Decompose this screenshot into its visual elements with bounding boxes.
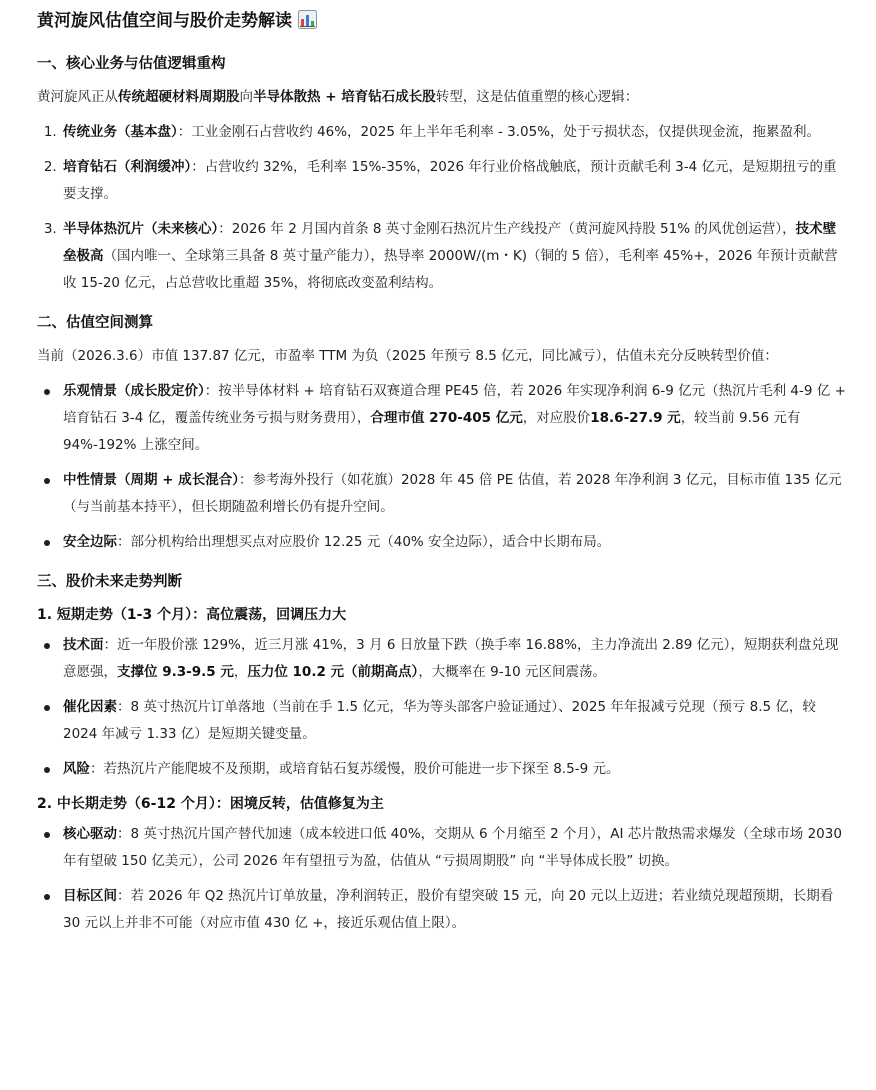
- item-bold: 合理市值 270-405 亿元: [370, 410, 523, 426]
- list-item-optimistic-scenario: [61, 378, 846, 459]
- list-item-target-range: [61, 883, 846, 937]
- item-label: 技术面: [63, 637, 104, 653]
- item-text: ：若热沉片产能爬坡不及预期，或培育钻石复苏缓慢，股价可能进一步下探至 8.5-9 元。: [90, 761, 620, 777]
- intro-bold: 半导体散热 + 培育钻石成长股: [253, 89, 436, 105]
- subheading-short-term: 1. 短期走势（1-3 个月）：高位震荡，回调压力大: [37, 607, 347, 623]
- business-list: [37, 119, 846, 297]
- intro-text: 向: [239, 89, 253, 105]
- item-label: 传统业务（基本盘）: [63, 124, 178, 140]
- item-text: ：8 英寸热沉片订单落地（当前在手 1.5 亿元，华为等头部客户验证通过）、2025 年年报减亏兑现（预亏 8.5 亿，较 2024 年减亏 1.33 亿）是短期关键变量。: [63, 699, 816, 742]
- item-text: ：8 英寸热沉片国产替代加速（成本较进口低 40%，交期从 6 个月缩至 2 个月），AI 芯片散热需求爆发（全球市场 2030 年有望破 150 亿美元），公司 2026 年有望扭亏为盈，估值从 “亏损周期股” 向 “半导体成长股” 切换。: [63, 826, 842, 869]
- item-text: ：近一年股价涨 129%，近三月涨 41%，3 月 6 日放量下跌（换手率 16.88%，主力净流出 2.89 亿元），短期获利盘兑现意愿强，: [63, 637, 839, 680]
- item-text: ，对应股价: [522, 410, 591, 426]
- item-text: ：参考海外投行（如花旗）2028 年 45 倍 PE 估值，若 2028 年净利润 3 亿元，目标市值 135 亿元（与当前基本持平），但长期随盈利增长仍有提升空间。: [63, 472, 842, 515]
- item-bold: 技术壁垒极高: [63, 221, 837, 264]
- section-heading-price-trend: 三、股价未来走势判断: [37, 574, 182, 590]
- list-item-traditional-business: [61, 119, 846, 146]
- item-label: 催化因素: [63, 699, 117, 715]
- item-label: 培育钻石（利润缓冲）: [63, 159, 192, 175]
- section-intro-core-business: [37, 84, 846, 111]
- list-item-neutral-scenario: [61, 467, 846, 521]
- item-label: 风险: [63, 761, 90, 777]
- intro-text: 转型，这是估值重塑的核心逻辑：: [435, 89, 639, 105]
- item-label: 乐观情景（成长股定价）: [63, 383, 205, 399]
- item-label: 目标区间: [63, 888, 117, 904]
- item-text: ：若 2026 年 Q2 热沉片订单放量，净利润转正，股价有望突破 15 元，向 20 元以上迈进；若业绩兑现超预期，长期看 30 元以上并非不可能（对应市值 430 亿 +，接近乐观估值上限）。: [63, 888, 834, 931]
- list-item-catalysts: [61, 694, 846, 748]
- item-text: ，较当前 9.56 元有 94%-192% 上涨空间。: [63, 410, 801, 453]
- item-text: （国内唯一、全球第三具备 8 英寸量产能力），热导率 2000W/(m・K)（铜的 5 倍），毛利率 45%+，2026 年预计贡献营收 15-20 亿元，占总营收比重超 35%，将彻底改变盈利结构。: [63, 248, 838, 291]
- section-intro-valuation: 当前（2026.3.6）市值 137.87 亿元，市盈率 TTM 为负（2025 年预亏 8.5 亿元，同比减亏），估值未充分反映转型价值：: [37, 348, 778, 364]
- list-item-technicals: [61, 632, 846, 686]
- short-term-list: [37, 632, 846, 783]
- list-item-safety-margin: [61, 529, 846, 556]
- item-text: ：占营收约 32%，毛利率 15%-35%，2026 年行业价格战触底，预计贡献毛利 3-4 亿元，是短期扭亏的重要支撑。: [63, 159, 837, 202]
- list-item-lab-diamond: [61, 154, 846, 208]
- item-text: ，大概率在 9-10 元区间震荡。: [418, 664, 607, 680]
- item-label: 核心驱动: [63, 826, 117, 842]
- page-title-text: 黄河旋风估值空间与股价走势解读: [37, 11, 292, 31]
- item-label: 安全边际: [63, 534, 117, 550]
- intro-bold: 传统超硬材料周期股: [118, 89, 240, 105]
- list-item-core-drivers: [61, 821, 846, 875]
- list-item-semiconductor-heatsink: [61, 216, 846, 297]
- page-title: [37, 0, 846, 38]
- item-text: ，: [233, 664, 248, 680]
- bar-chart-emoji-icon: [298, 10, 317, 38]
- long-term-list: [37, 821, 846, 937]
- item-label: 中性情景（周期 + 成长混合）: [63, 472, 239, 488]
- list-item-risks: [61, 756, 846, 783]
- item-text: ：按半导体材料 + 培育钻石双赛道合理 PE45 倍，若 2026 年实现净利润 6-9 亿元（热沉片毛利 4-9 亿 + 培育钻石 3-4 亿，覆盖传统业务亏损与财务费用），: [63, 383, 846, 426]
- intro-text: 黄河旋风正从: [37, 89, 118, 105]
- item-bold: 18.6-27.9 元: [590, 410, 681, 426]
- item-bold: 支撑位 9.3-9.5 元: [117, 664, 234, 680]
- section-heading-valuation: 二、估值空间测算: [37, 315, 153, 331]
- valuation-list: [37, 378, 846, 556]
- item-bold: 压力位 10.2 元（前期高点）: [247, 664, 419, 680]
- item-text: ：部分机构给出理想买点对应股价 12.25 元（40% 安全边际），适合中长期布局。: [117, 534, 611, 550]
- item-text: ：工业金刚石占营收约 46%，2025 年上半年毛利率 - 3.05%，处于亏损状态，仅提供现金流，拖累盈利。: [177, 124, 821, 140]
- subheading-long-term: 2. 中长期走势（6-12 个月）：困境反转，估值修复为主: [37, 796, 384, 812]
- item-label: 半导体热沉片（未来核心）: [63, 221, 219, 237]
- section-heading-core-business: 一、核心业务与估值逻辑重构: [37, 56, 226, 72]
- item-text: ：2026 年 2 月国内首条 8 英寸金刚石热沉片生产线投产（黄河旋风持股 51% 的风优创运营），: [218, 221, 796, 237]
